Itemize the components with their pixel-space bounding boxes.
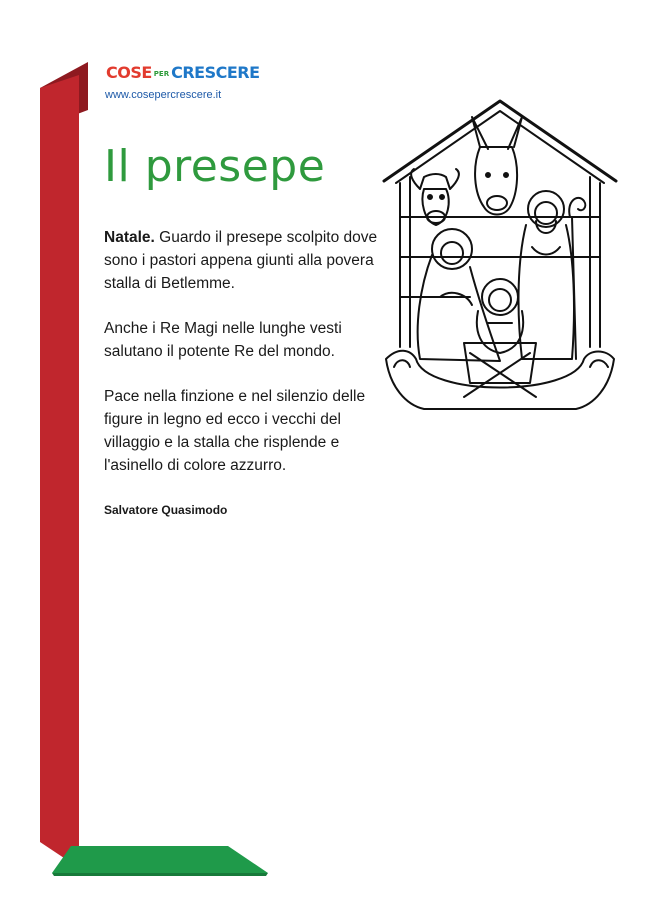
poem-body — [104, 226, 394, 499]
ribbon-green-shadow — [52, 873, 268, 876]
site-url[interactable]: www.cosepercrescere.it — [105, 89, 222, 101]
poem-stanza-3: Pace nella finzione e nel silenzio delle figure in legno ed ecco i vecchi del villaggio e la stalla che risplende e l'asinello di colore azzurro. — [104, 388, 366, 474]
logo-word-cose: COSE — [106, 63, 152, 82]
logo-word-per: PER — [153, 69, 170, 78]
ribbon-red — [40, 75, 79, 868]
ribbon-green — [52, 846, 268, 873]
poem-stanza-1-text: Guardo il presepe scolpito dove sono i pastori appena giunti alla povera stalla di Betlemme. — [104, 229, 378, 292]
poem-author: Salvatore Quasimodo — [104, 503, 228, 517]
nativity-scene-illustration — [380, 97, 620, 413]
poem-stanza-2: Anche i Re Magi nelle lunghe vesti salutano il potente Re del mondo. — [104, 320, 342, 360]
page-title: Il presepe — [104, 141, 326, 192]
poem-stanza-1 — [104, 226, 394, 295]
site-logo[interactable] — [106, 63, 260, 82]
poem-stanza-1-lead: Natale. — [104, 229, 155, 246]
logo-word-crescere: CRESCERE — [171, 63, 260, 82]
